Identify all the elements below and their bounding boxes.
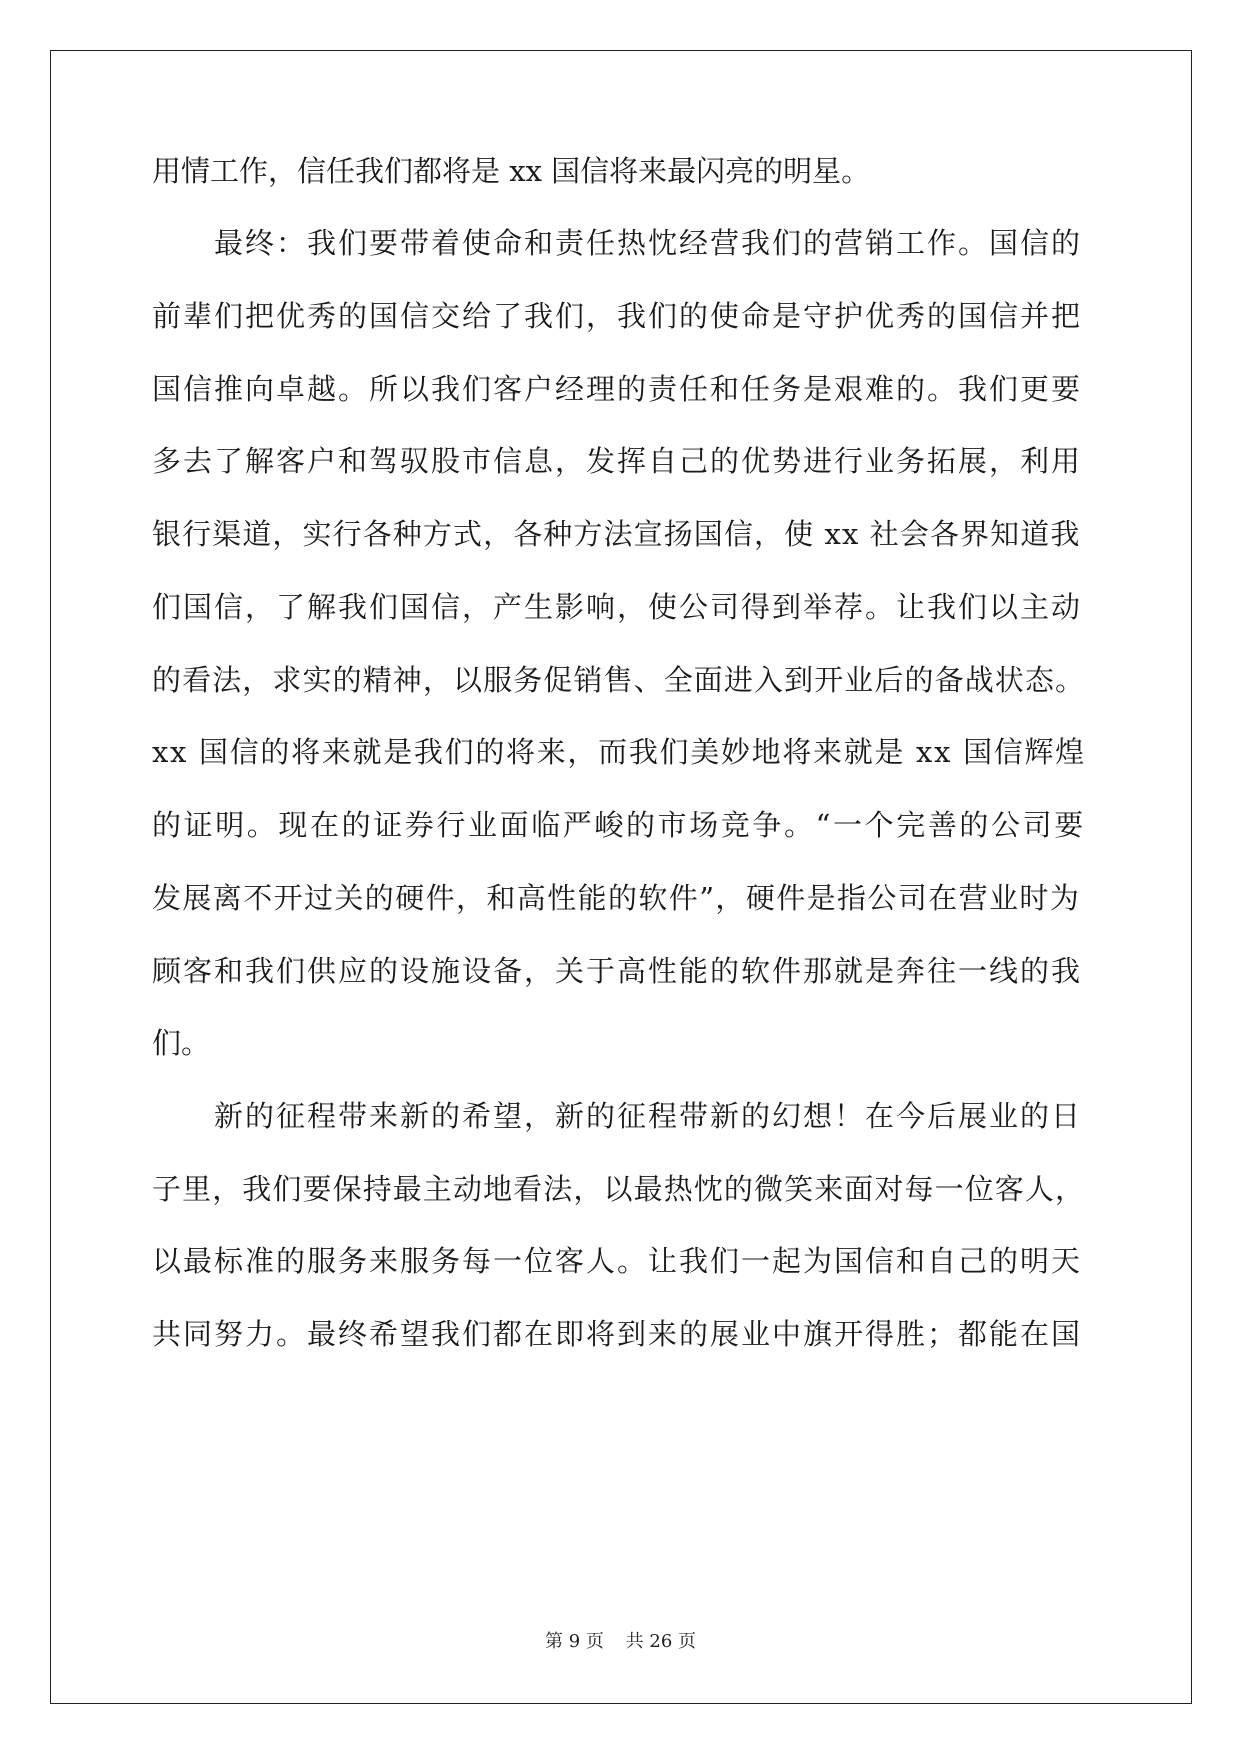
page-footer [0,1627,1241,1653]
text-line: 们。 [152,1026,211,1060]
text-line: 子里，我们要保持最主动地看法，以最热忱的微笑来面对每一位客人， [152,1172,1086,1206]
text-line: 银行渠道，实行各种方式，各种方法宣扬国信，使 xx 社会各界知道我 [152,517,1081,551]
text-line: 发展离不开过关的硬件，和高性能的软件”，硬件是指公司在营业时为 [152,881,1081,915]
page-number: 第 9 页 [545,1631,604,1652]
page-total: 共 26 页 [625,1631,696,1652]
text-line: 顾客和我们供应的设施设备，关于高性能的软件那就是奔往一线的我 [152,954,1083,988]
text-line: 的证明。现在的证券行业面临严峻的市场竞争。“一个完善的公司要 [152,808,1086,842]
text-line: 国信推向卓越。所以我们客户经理的责任和任务是艰难的。我们更要 [152,372,1083,406]
text-line: xx 国信的将来就是我们的将来，而我们美妙地将来就是 xx 国信辉煌 [152,735,1086,769]
text-line: 以最标准的服务来服务每一位客人。让我们一起为国信和自己的明天 [152,1244,1083,1278]
paragraph-start: 新的征程带来新的希望，新的征程带新的幻想！在今后展业的日 [214,1099,1083,1133]
text-line: 的看法，求实的精神，以服务促销售、全面进入到开业后的备战状态。 [152,663,1086,697]
text-line: 多去了解客户和驾驭股市信息，发挥自己的优势进行业务拓展，利用 [152,444,1083,478]
text-line: 用情工作，信任我们都将是 xx 国信将来最闪亮的明星。 [152,154,871,188]
text-line: 共同努力。最终希望我们都在即将到来的展业中旗开得胜；都能在国 [152,1317,1083,1351]
paragraph-start: 最终：我们要带着使命和责任热忱经营我们的营销工作。国信的 [214,226,1083,260]
text-line: 前辈们把优秀的国信交给了我们，我们的使命是守护优秀的国信并把 [152,299,1083,333]
text-line: 们国信，了解我们国信，产生影响，使公司得到举荐。让我们以主动 [152,590,1083,624]
